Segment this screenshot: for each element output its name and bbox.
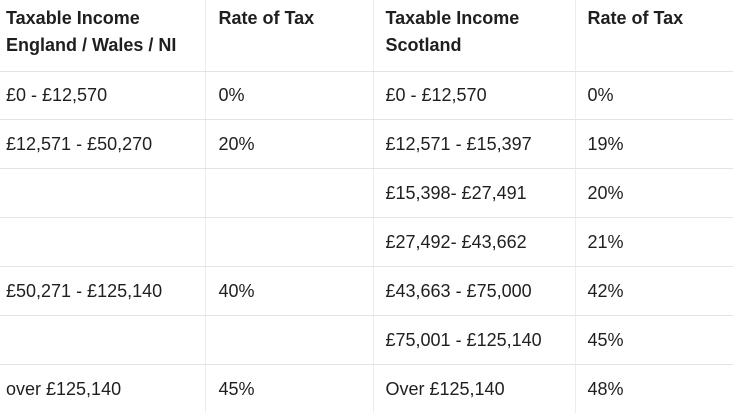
income-band-ewni (0, 315, 205, 364)
table-header-row (0, 0, 733, 71)
header-text: Rate of Tax (588, 5, 733, 32)
table-row (0, 71, 733, 120)
tax-rate-scotland: 0% (575, 71, 733, 120)
header-text: Rate of Tax (219, 5, 373, 32)
tax-rate-ewni (205, 218, 373, 267)
table-row (0, 218, 733, 267)
tax-rate-scotland: 20% (575, 169, 733, 218)
tax-rate-scotland: 45% (575, 315, 733, 364)
income-band-scotland: £27,492- £43,662 (373, 218, 575, 267)
table-row (0, 169, 733, 218)
header-text: England / Wales / NI (6, 32, 205, 59)
table-row (0, 315, 733, 364)
income-band-ewni: over £125,140 (0, 364, 205, 413)
tax-rate-ewni: 0% (205, 71, 373, 120)
tax-rate-ewni: 20% (205, 120, 373, 169)
tax-rate-ewni: 45% (205, 364, 373, 413)
table-row (0, 267, 733, 316)
income-band-ewni: £0 - £12,570 (0, 71, 205, 120)
income-band-scotland: £0 - £12,570 (373, 71, 575, 120)
tax-rate-ewni (205, 315, 373, 364)
income-band-scotland: £75,001 - £125,140 (373, 315, 575, 364)
tax-rate-scotland: 21% (575, 218, 733, 267)
income-band-scotland: £15,398- £27,491 (373, 169, 575, 218)
income-band-scotland: £12,571 - £15,397 (373, 120, 575, 169)
income-band-ewni: £12,571 - £50,270 (0, 120, 205, 169)
table-row (0, 364, 733, 413)
income-band-ewni (0, 218, 205, 267)
header-rate-of-tax-ewni (205, 0, 373, 71)
tax-rate-ewni: 40% (205, 267, 373, 316)
income-band-ewni: £50,271 - £125,140 (0, 267, 205, 316)
tax-rate-ewni (205, 169, 373, 218)
tax-rate-scotland: 42% (575, 267, 733, 316)
header-taxable-income-scotland (373, 0, 575, 71)
header-text: Scotland (386, 32, 575, 59)
header-taxable-income-ewni (0, 0, 205, 71)
income-band-ewni (0, 169, 205, 218)
tax-rate-scotland: 19% (575, 120, 733, 169)
header-text: Taxable Income (6, 5, 205, 32)
header-rate-of-tax-scotland (575, 0, 733, 71)
income-band-scotland: Over £125,140 (373, 364, 575, 413)
tax-rate-scotland: 48% (575, 364, 733, 413)
income-band-scotland: £43,663 - £75,000 (373, 267, 575, 316)
table-row (0, 120, 733, 169)
header-text: Taxable Income (386, 5, 575, 32)
